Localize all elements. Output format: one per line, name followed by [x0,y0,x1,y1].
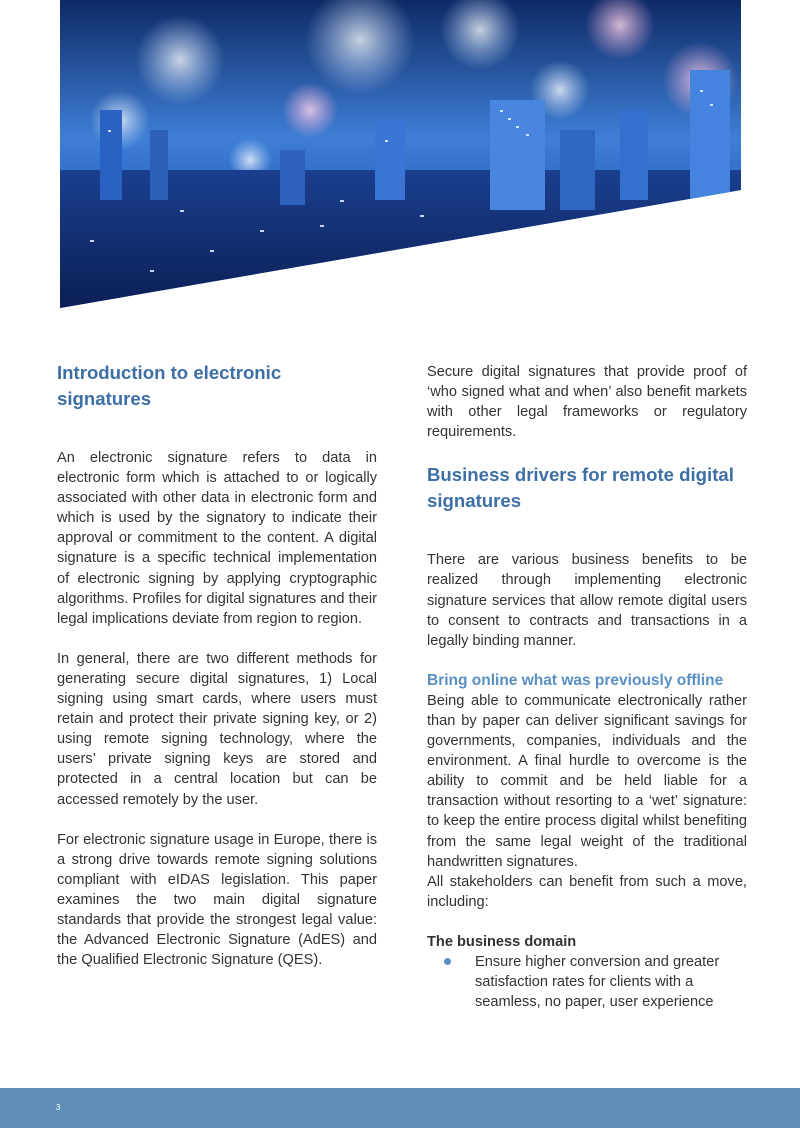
intro-paragraph-2: In general, there are two different methods for generating secure digital signatures, 1) Local signing using smart cards, where users must retain and protect their private signing key, or 2) using remote signing technology, where the users’ private signing keys are stored and protected in a central location but can be accessed remotely by the user. [57,650,377,808]
city-night-skyline-image [60,0,741,308]
business-domain-list [427,952,747,1012]
intro-paragraph-1: An electronic signature refers to data in electronic form which is attached to or logically associated with other data in electronic form and which is used by the signatory to indicate their approval or commitment to the content. A digital signature is a specific technical implementation of electronic signing by applying cryptographic algorithms. Profiles for digital signatures and their legal implications deviate from region to region. [57,450,377,627]
communicate-electronically-paragraph: Being able to communicate electronically rather than by paper can deliver significant savings for governments, companies, individuals and the environment. A final hurdle to overcome is the ability to commit and be held liable for a transaction without resorting to a ‘wet’ signature: to keep the entire process digital whilst benefiting from the same legal weight of the traditional handwritten signatures. [427,692,747,870]
page-number: 3 [56,1103,61,1112]
business-drivers-heading: Business drivers for remote digital signatures [427,464,734,512]
business-domain-heading: The business domain [427,933,577,950]
intro-paragraph-3: For electronic signature usage in Europe, there is a strong drive towards remote signing solutions compliant with eIDAS legislation. This paper examines the two main digital signature standards that provide the strongest legal value: the Advanced Electronic Signature (AdES) and the Qualified Electronic Signature (QES). [57,831,377,969]
list-item [427,952,747,1012]
right-column [427,362,747,1012]
secure-signatures-paragraph: Secure digital signatures that provide proof of ‘who signed what and when’ also benefit markets with other legal frameworks or regulatory requirements. [427,364,747,441]
stakeholders-paragraph: All stakeholders can benefit from such a move, including: [427,873,747,910]
business-benefits-paragraph: There are various business benefits to be realized through implementing electronic signature services that allow remote digital users to consent to contracts and transactions in a legally binding manner. [427,552,747,649]
intro-heading: Introduction to electronic signatures [57,362,282,409]
left-column [57,360,377,970]
list-item-text: Ensure higher conversion and greater satisfaction rates for clients with a seamless, no paper, user experience [475,953,720,1011]
bullet-icon [444,958,451,965]
page-footer [0,1088,800,1128]
bring-online-subheading: Bring online what was previously offline [427,671,724,689]
